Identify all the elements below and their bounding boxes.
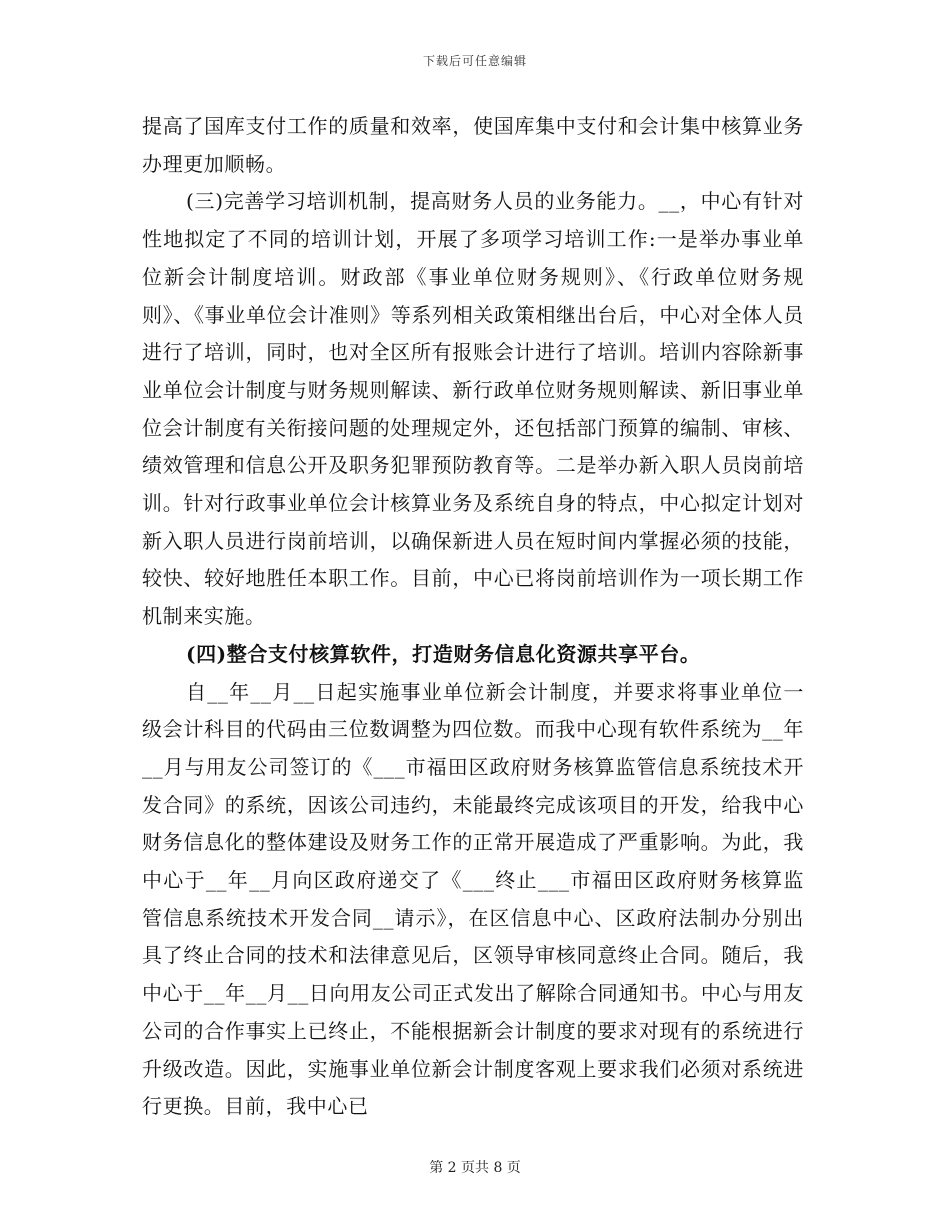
document-body <box>142 108 804 1126</box>
section-heading-software-integration: (四)整合支付核算软件，打造财务信息化资源共享平台。 <box>186 641 701 666</box>
page-header: 下载后可任意编辑 <box>422 54 527 68</box>
paragraph-software-system: 自__年__月__日起实施事业单位新会计制度，并要求将事业单位一级会计科目的代码由三位数调整为四位数。而我中心现有软件系统为__年__月与用友公司签订的《___市福田区政府财务核算监管信息系统技术开发合同》的系统，因该公司违约，未能最终完成该项目的开发，给我中心财务信息化的整体建设及财务工作的正常开展造成了严重影响。为此，我中心于__年__月向区政府递交了《___终止___市福田区政府财务核算监管信息系统技术开发合同__请示》，在区信息中心、区政府法制办分别出具了终止合同的技术和法律意见后，区领导审核同意终止合同。随后，我中心于__年__月__日向用友公司正式发出了解除合同通知书。中心与用友公司的合作事实上已终止，不能根据新会计制度的要求对现有的系统进行升级改造。因此，实施事业单位新会计制度客观上要求我们必须对系统进行更换。目前，我中心已 <box>142 679 804 1119</box>
paragraph-continuation: 提高了国库支付工作的质量和效率，使国库集中支付和会计集中核算业务办理更加顺畅。 <box>142 114 804 176</box>
page-number: 第 2 页共 8 页 <box>429 1160 521 1176</box>
paragraph-training-mechanism: (三)完善学习培训机制，提高财务人员的业务能力。__，中心有针对性地拟定了不同的培训计划，开展了多项学习培训工作:一是举办事业单位新会计制度培训。财政部《事业单位财务规则》、《行政单位财务规则》、《事业单位会计准则》等系列相关政策相继出台后，中心对全体人员进行了培训，同时，也对全区所有报账会计进行了培训。培训内容除新事业单位会计制度与财务规则解读、新行政单位财务规则解读、新旧事业单位会计制度有关衔接问题的处理规定外，还包括部门预算的编制、审核、绩效管理和信息公开及职务犯罪预防教育等。二是举办新入职人员岗前培训。针对行政事业单位会计核算业务及系统自身的特点，中心拟定计划对新入职人员进行岗前培训，以确保新进人员在短时间内掌握必须的技能，较快、较好地胜任本职工作。目前，中心已将岗前培训作为一项长期工作机制来实施。 <box>142 189 804 629</box>
